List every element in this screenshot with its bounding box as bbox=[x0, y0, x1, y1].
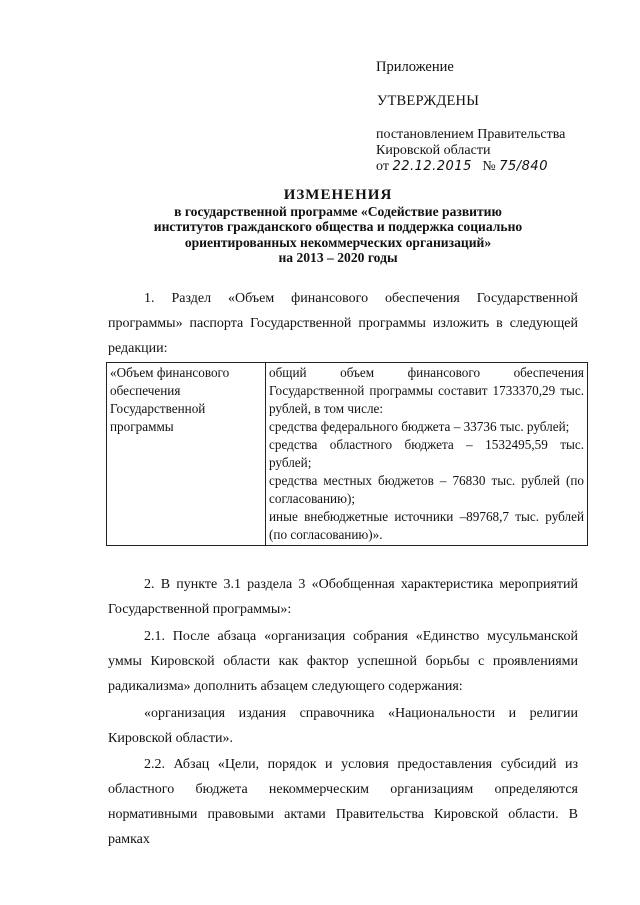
table-cell-values bbox=[266, 363, 588, 546]
decree-line-1: постановлением Правительства bbox=[376, 127, 566, 142]
heading-line-5: на 2013 – 2020 годы bbox=[278, 250, 398, 265]
paragraph-1: 1. Раздел «Объем финансового обеспечения Государственной программы» паспорта Государственной программы изложить в следующей редакции: bbox=[108, 291, 578, 356]
heading-line-3: институтов гражданского общества и поддержка социально bbox=[153, 219, 523, 234]
heading-line-4: ориентированных некоммерческих организаций» bbox=[184, 234, 492, 250]
decree-date-line bbox=[376, 159, 565, 175]
appendix-label: Приложение bbox=[376, 59, 454, 75]
table-row bbox=[107, 363, 588, 546]
decree-block bbox=[376, 127, 565, 175]
table-cell-label: «Объем финансового обеспечения Государственной программы bbox=[107, 363, 266, 546]
decree-date: 22.12.2015 bbox=[392, 159, 472, 174]
financing-total: общий объем финансового обеспечения Государственной программы составит 1733370,29 тыс. рублей, в том числе: bbox=[269, 365, 584, 416]
paragraph-2-1: 2.1. После абзаца «организация собрания «Единство мусульманской уммы Кировской области как фактор успешной борьбы с проявлениями радикализма» дополнить абзацем следующего содержания: bbox=[108, 629, 578, 694]
approved-label: УТВЕРЖДЕНЫ bbox=[377, 93, 480, 109]
decree-number: 75/840 bbox=[499, 159, 548, 174]
decree-line-2: Кировской области bbox=[376, 143, 491, 158]
financing-federal: средства федерального бюджета – 33736 тыс. рублей; bbox=[269, 419, 570, 434]
decree-from: от bbox=[376, 159, 389, 174]
paragraph-2: 2. В пункте 3.1 раздела 3 «Обобщенная характеристика мероприятий Государственной программы»: bbox=[108, 577, 578, 617]
financing-other: иные внебюджетные источники –89768,7 тыс. рублей (по согласованию)». bbox=[269, 509, 584, 542]
financing-local: средства местных бюджетов – 76830 тыс. рублей (по согласованию); bbox=[269, 473, 584, 506]
financing-regional: средства областного бюджета – 1532495,59 тыс. рублей; bbox=[269, 437, 584, 470]
paragraph-quote: «организация издания справочника «Национальности и религии Кировской области». bbox=[108, 706, 578, 746]
paragraph-2-2: 2.2. Абзац «Цели, порядок и условия предоставления субсидий из областного бюджета некоммерческим организациям определяются нормативными правовыми актами Правительства Кировской области. В рамках bbox=[108, 757, 578, 847]
financing-table bbox=[106, 362, 588, 546]
heading-line-2: в государственной программе «Содействие развитию bbox=[174, 203, 502, 219]
decree-number-label: № bbox=[482, 159, 496, 174]
document-heading bbox=[100, 188, 576, 266]
heading-title: ИЗМЕНЕНИЯ bbox=[283, 187, 393, 203]
